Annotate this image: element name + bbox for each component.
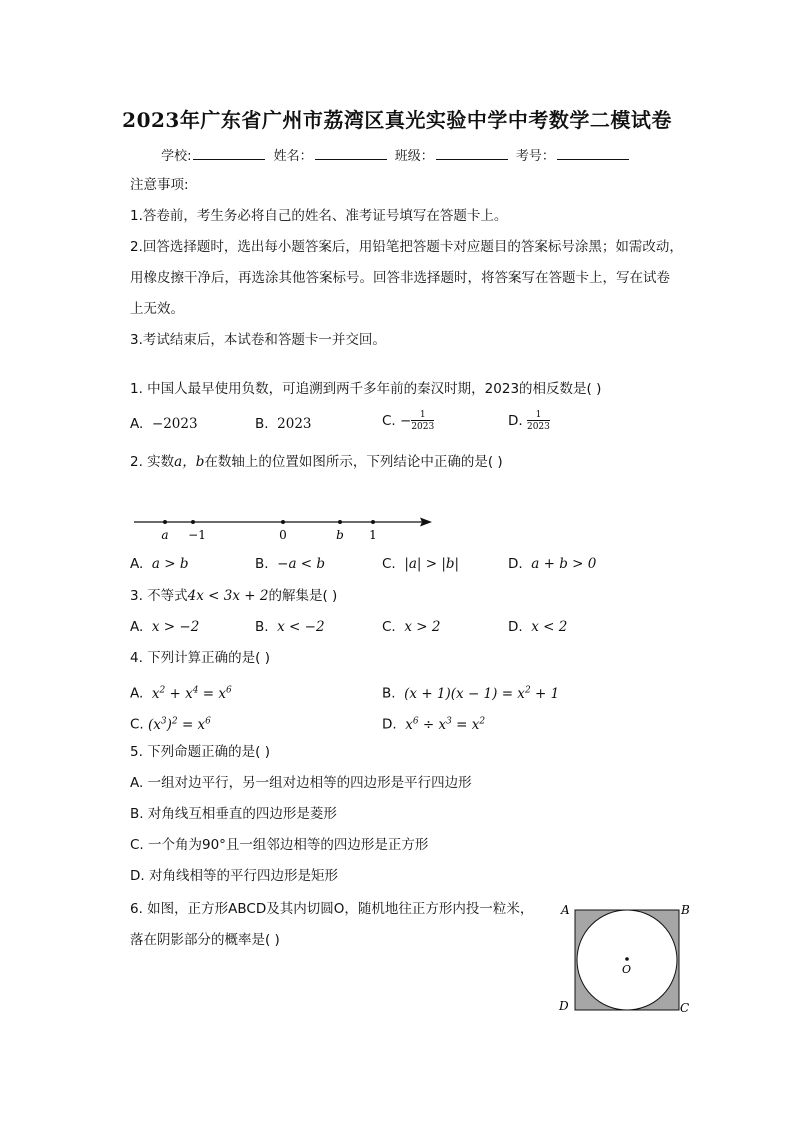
q6-stem-line-2: 落在阴影部分的概率是( ) [130,932,280,948]
school-label: 学校: [161,149,192,164]
label-b: b [336,528,344,542]
q3-option-b: B. x < −2 [255,619,325,635]
q4-option-a: A. $x^2 + x^4 = x^6$ [130,685,232,702]
name-label: 姓名： [273,149,313,164]
point-zero [281,520,285,524]
label-zero: 0 [279,528,287,542]
label-vertex-a: A [561,903,570,917]
number-line-figure [130,508,440,548]
point-b [338,520,342,524]
student-info-line [0,145,794,164]
q3-option-d: D. x < 2 [508,619,568,635]
label-neg1: −1 [188,528,206,542]
q1-option-d: D. $\frac{1}{2023}$ [508,410,550,432]
q2-option-b: B. −a < b [255,556,326,572]
q3-option-a: A. x > −2 [130,619,200,635]
page-title: 2023年广东省广州市荔湾区真光实验中学中考数学二模试卷 [122,108,672,132]
label-vertex-b: B [681,903,690,917]
q2-option-c: C. |a| > |b| [382,556,460,572]
point-a [163,520,167,524]
q2-option-a: A. a > b [130,556,189,572]
label-vertex-d: D [559,999,569,1013]
q4-stem: 4. 下列计算正确的是( ) [130,650,270,666]
q3-option-c: C. x > 2 [382,619,441,635]
q5-stem: 5. 下列命题正确的是( ) [130,744,270,760]
notes-heading: 注意事项: [130,177,189,193]
q4-option-d: D. $x^6 \div x^3 = x^2$ [382,716,486,733]
q4-option-b: B. $(x + 1)(x - 1) = x^2 + 1$ [382,685,560,702]
note-3: 3.考试结束后，本试卷和答题卡一并交回。 [130,332,386,348]
q6-stem-line-1: 6. 如图，正方形ABCD及其内切圆O，随机地往正方形内投一粒米， [130,901,534,917]
q5-option-a: A. 一组对边平行，另一组对边相等的四边形是平行四边形 [130,775,472,791]
q4-option-c: C. $(x^3)^2 = x^6$ [130,716,211,733]
q1-option-a: A. −2023 [130,416,198,432]
note-1: 1.答卷前，考生务必将自己的姓名、准考证号填写在答题卡上。 [130,208,508,224]
label-center-o: O [622,963,632,976]
q2-option-d: D. a + b > 0 [508,556,597,572]
exam-no-label: 考号： [515,149,555,164]
point-one [371,520,375,524]
label-a: a [161,528,169,542]
note-2-line-1: 2.回答选择题时，选出每小题答案后，用铅笔把答题卡对应题目的答案标号涂黑；如需改动， [130,239,683,255]
square-circle-figure [555,898,700,1020]
label-one: 1 [369,528,377,542]
q1-option-c: C. − $\frac{1}{2023}$ [382,410,435,432]
center-point-o [625,957,629,961]
q5-option-d: D. 对角线相等的平行四边形是矩形 [130,868,338,884]
note-2-line-2: 用橡皮擦干净后，再选涂其他答案标号。回答非选择题时，将答案写在答题卡上，写在试卷 [130,270,670,286]
class-blank [436,147,508,160]
q1-stem: 1. 中国人最早使用负数，可追溯到两千多年前的秦汉时期，2023的相反数是( ) [130,381,602,397]
name-blank [315,147,387,160]
class-label: 班级： [394,149,434,164]
school-blank [193,147,265,160]
q5-option-b: B. 对角线互相垂直的四边形是菱形 [130,806,337,822]
point-neg1 [191,520,195,524]
exam-no-blank [557,147,629,160]
label-vertex-c: C [680,1001,690,1015]
note-2-line-3: 上无效。 [130,301,184,317]
q3-stem: 3. 不等式4x < 3x + 2的解集是( ) [130,588,338,604]
q5-option-c: C. 一个角为90°且一组邻边相等的四边形是正方形 [130,837,429,853]
q2-stem: 2. 实数a，b在数轴上的位置如图所示，下列结论中正确的是( ) [130,454,503,470]
q1-option-b: B. 2023 [255,416,312,432]
